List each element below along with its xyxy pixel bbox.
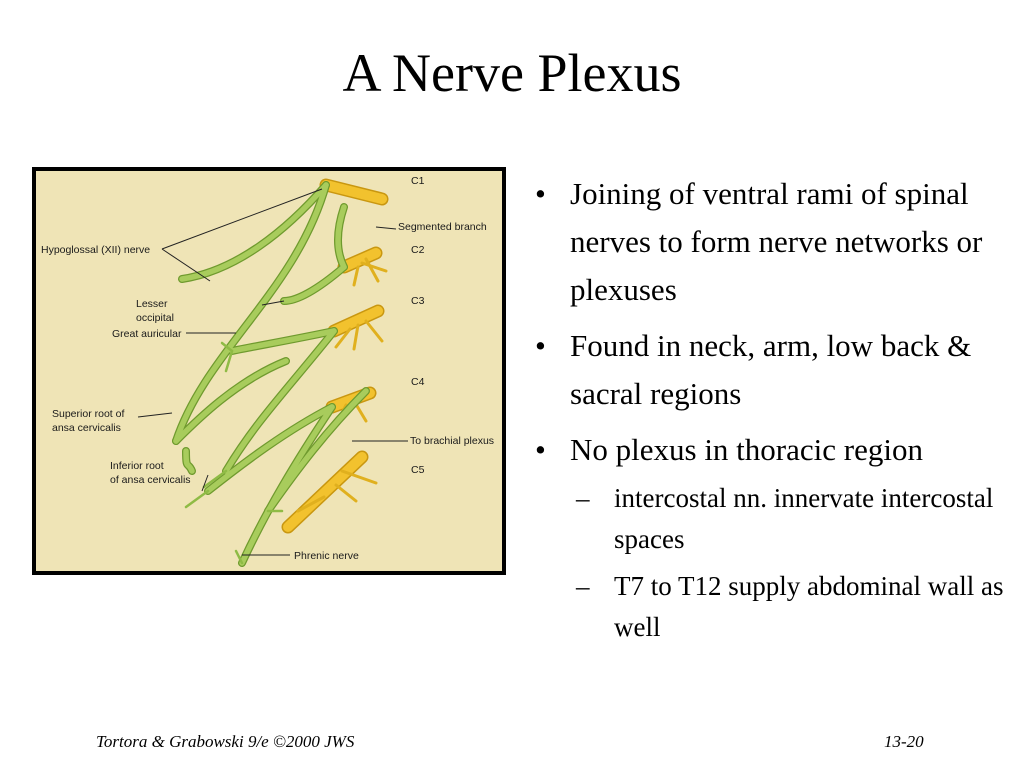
cervical-plexus-diagram: [36, 171, 502, 571]
label-superior-root-line2: ansa cervicalis: [52, 422, 121, 434]
bullet-list: [530, 170, 1020, 654]
footer-citation: Tortora & Grabowski 9/e ©2000 JWS: [96, 732, 355, 751]
bullet-marker: •: [535, 176, 546, 211]
label-c2: C2: [411, 244, 425, 256]
bullet-marker: •: [535, 328, 546, 363]
label-c3: C3: [411, 295, 425, 307]
sub-bullet-marker: –: [576, 571, 590, 601]
slide-title: A Nerve Plexus: [342, 43, 682, 103]
label-phrenic-nerve: Phrenic nerve: [294, 550, 359, 562]
label-lesser-occipital-line2: occipital: [136, 312, 174, 324]
label-c5: C5: [411, 464, 425, 476]
bullet-text: No plexus in thoracic region: [570, 432, 923, 467]
bullet-marker: •: [535, 432, 546, 467]
bullet-text: Joining of ventral rami of spinal nerves to form nerve networks or plexuses: [570, 176, 983, 307]
label-inferior-root-line1: Inferior root: [110, 460, 164, 472]
label-inferior-root-line2: of ansa cervicalis: [110, 474, 191, 486]
nerve-plexus-illustration: [32, 167, 506, 575]
label-lesser-occipital-line1: Lesser: [136, 298, 168, 310]
sub-bullet-marker: –: [576, 483, 590, 513]
label-superior-root-line1: Superior root of: [52, 408, 125, 420]
sub-bullet-item: [530, 566, 1020, 648]
footer-slide-number: 13-20: [884, 732, 924, 751]
label-hypoglossal-nerve: Hypoglossal (XII) nerve: [41, 244, 151, 256]
bullet-item: [530, 426, 1020, 474]
bullet-item: [530, 322, 1020, 418]
label-to-brachial-plexus: To brachial plexus: [410, 435, 495, 447]
label-c4: C4: [411, 376, 425, 388]
sub-bullet-text: T7 to T12 supply abdominal wall as well: [614, 571, 1004, 642]
bullet-item: [530, 170, 1020, 314]
label-great-auricular: Great auricular: [112, 328, 182, 340]
sub-bullet-item: [530, 478, 1020, 560]
label-segmented-branch: Segmented branch: [398, 221, 487, 233]
sub-bullet-text: intercostal nn. innervate intercostal spaces: [614, 483, 994, 554]
bullet-text: Found in neck, arm, low back & sacral regions: [570, 328, 972, 411]
label-c1: C1: [411, 175, 425, 187]
nerve-branches: [176, 185, 366, 563]
